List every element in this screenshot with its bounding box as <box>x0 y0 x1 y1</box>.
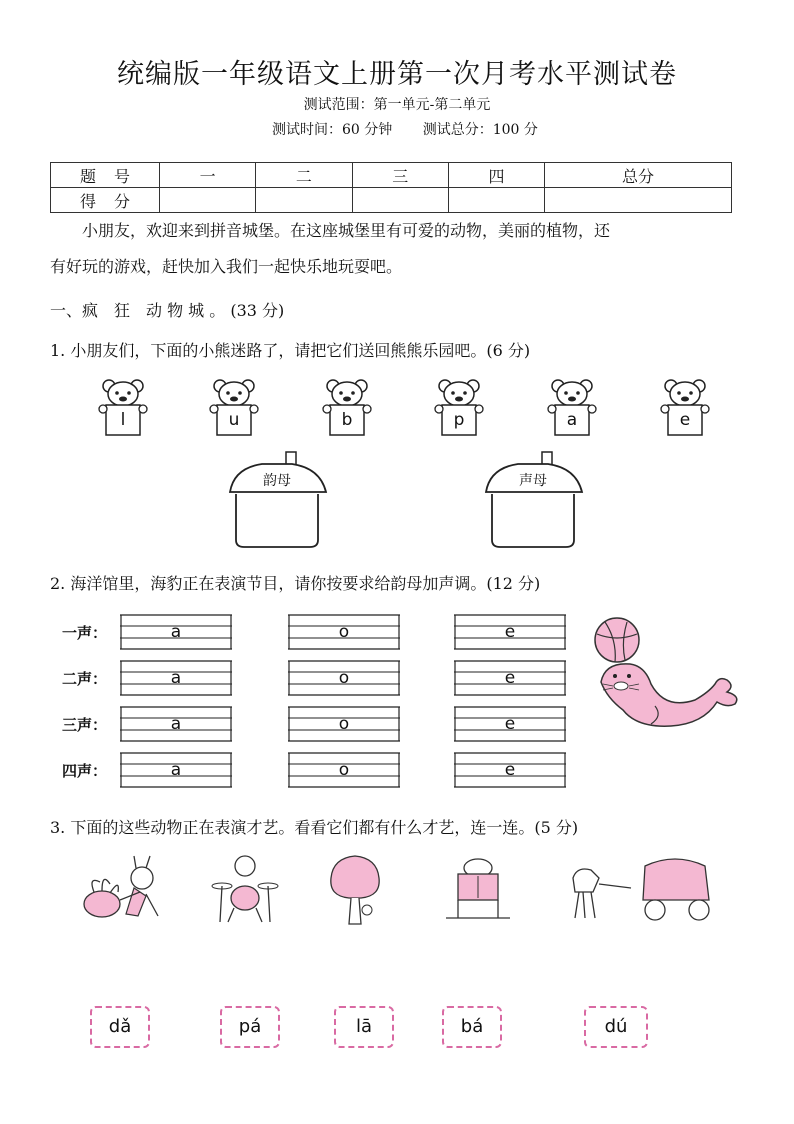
seal-ball-icon <box>585 612 745 747</box>
vowel-letter: o <box>338 668 350 688</box>
vowel-letter: a <box>170 622 182 642</box>
pinyin-writing-lines[interactable] <box>454 752 566 788</box>
house-yunmu[interactable] <box>222 450 332 554</box>
score-input-4[interactable] <box>448 188 544 213</box>
score-input-total[interactable] <box>545 188 732 213</box>
question-2-text: 2. 海洋馆里，海豹正在表演节目，请你按要求给韵母加声调。(12 分) <box>50 574 541 593</box>
score-cell-1: 一 <box>160 163 256 188</box>
vowel-letter: o <box>338 714 350 734</box>
pinyin-writing-lines[interactable] <box>454 706 566 742</box>
pinyin-writing-lines[interactable] <box>120 660 232 696</box>
pinyin-card[interactable]: bá <box>442 1006 502 1048</box>
vowel-letter: o <box>338 760 350 780</box>
bear-card[interactable] <box>660 378 710 438</box>
tone-label: 一声： <box>62 624 108 642</box>
score-cell-total: 总分 <box>545 163 732 188</box>
house-shengmu[interactable] <box>478 450 588 554</box>
bear-card[interactable] <box>98 378 148 438</box>
vowel-letter: a <box>170 760 182 780</box>
bear-letter: l <box>120 410 126 430</box>
tree-climbing-icon <box>325 852 385 927</box>
house-label: 声母 <box>519 473 547 489</box>
intro-paragraph <box>50 213 750 285</box>
score-cell-4: 四 <box>448 163 544 188</box>
bear-letter: u <box>228 410 240 430</box>
vowel-letter: a <box>170 714 182 734</box>
vowel-letter: o <box>338 622 350 642</box>
horse-carriage-icon <box>563 852 723 927</box>
pinyin-card[interactable]: lā <box>334 1006 394 1048</box>
score-row-label: 得分 <box>51 188 160 213</box>
score-cell-2: 二 <box>256 163 352 188</box>
score-cell-3: 三 <box>352 163 448 188</box>
test-scope: 测试范围：第一单元-第二单元 <box>303 97 491 113</box>
pinyin-writing-lines[interactable] <box>288 706 400 742</box>
intro-line-2: 有好玩的游戏，赶快加入我们一起快乐地玩耍吧。 <box>50 257 403 276</box>
score-cell-label: 题号 <box>51 163 160 188</box>
test-meta <box>272 119 564 139</box>
vowel-letter: e <box>504 760 516 780</box>
score-input-2[interactable] <box>256 188 352 213</box>
bear-card[interactable] <box>547 378 597 438</box>
vowel-letter: e <box>504 714 516 734</box>
drummer-icon <box>210 852 280 927</box>
question-3-text: 3. 下面的这些动物正在表演才艺。看看它们都有什么才艺，连一连。(5 分) <box>50 818 579 837</box>
pinyin-writing-lines[interactable] <box>120 752 232 788</box>
tone-label: 三声： <box>62 716 108 734</box>
pinyin-writing-lines[interactable] <box>454 614 566 650</box>
bear-letter: e <box>679 410 691 430</box>
pinyin-writing-lines[interactable] <box>288 614 400 650</box>
reading-animal-icon <box>438 852 518 927</box>
pinyin-card[interactable]: dú <box>584 1006 648 1048</box>
vowel-letter: a <box>170 668 182 688</box>
bear-letter: b <box>341 410 353 430</box>
tone-label: 二声： <box>62 670 108 688</box>
bear-letter: p <box>453 410 465 430</box>
score-input-3[interactable] <box>352 188 448 213</box>
tone-label: 四声： <box>62 762 108 780</box>
test-total: 测试总分：100 分 <box>422 122 538 138</box>
question-1-text: 1. 小朋友们，下面的小熊迷路了，请把它们送回熊熊乐园吧。(6 分) <box>50 341 531 360</box>
intro-line-1: 小朋友，欢迎来到拼音城堡。在这座城堡里有可爱的动物，美丽的植物，还 <box>82 221 611 240</box>
score-table-header-row <box>51 163 732 188</box>
radish-pulling-icon <box>80 852 175 927</box>
house-icon <box>222 450 332 550</box>
pinyin-writing-lines[interactable] <box>120 706 232 742</box>
bear-letter: a <box>566 410 578 430</box>
pinyin-card[interactable]: dǎ <box>90 1006 150 1048</box>
vowel-letter: e <box>504 668 516 688</box>
score-table-score-row <box>51 188 732 213</box>
vowel-letter: e <box>504 622 516 642</box>
bear-card[interactable] <box>434 378 484 438</box>
bear-card[interactable] <box>322 378 372 438</box>
page-title: 统编版一年级语文上册第一次月考水平测试卷 <box>117 59 677 90</box>
house-icon <box>478 450 588 550</box>
score-table <box>50 162 732 213</box>
section-1-title: 一、疯 狂 动 物 城 。 (33 分) <box>50 301 285 320</box>
pinyin-card[interactable]: pá <box>220 1006 280 1048</box>
pinyin-writing-lines[interactable] <box>288 660 400 696</box>
pinyin-writing-lines[interactable] <box>288 752 400 788</box>
test-time: 测试时间：60 分钟 <box>272 122 393 138</box>
bear-card[interactable] <box>209 378 259 438</box>
score-input-1[interactable] <box>160 188 256 213</box>
pinyin-writing-lines[interactable] <box>120 614 232 650</box>
pinyin-writing-lines[interactable] <box>454 660 566 696</box>
house-label: 韵母 <box>263 473 291 489</box>
